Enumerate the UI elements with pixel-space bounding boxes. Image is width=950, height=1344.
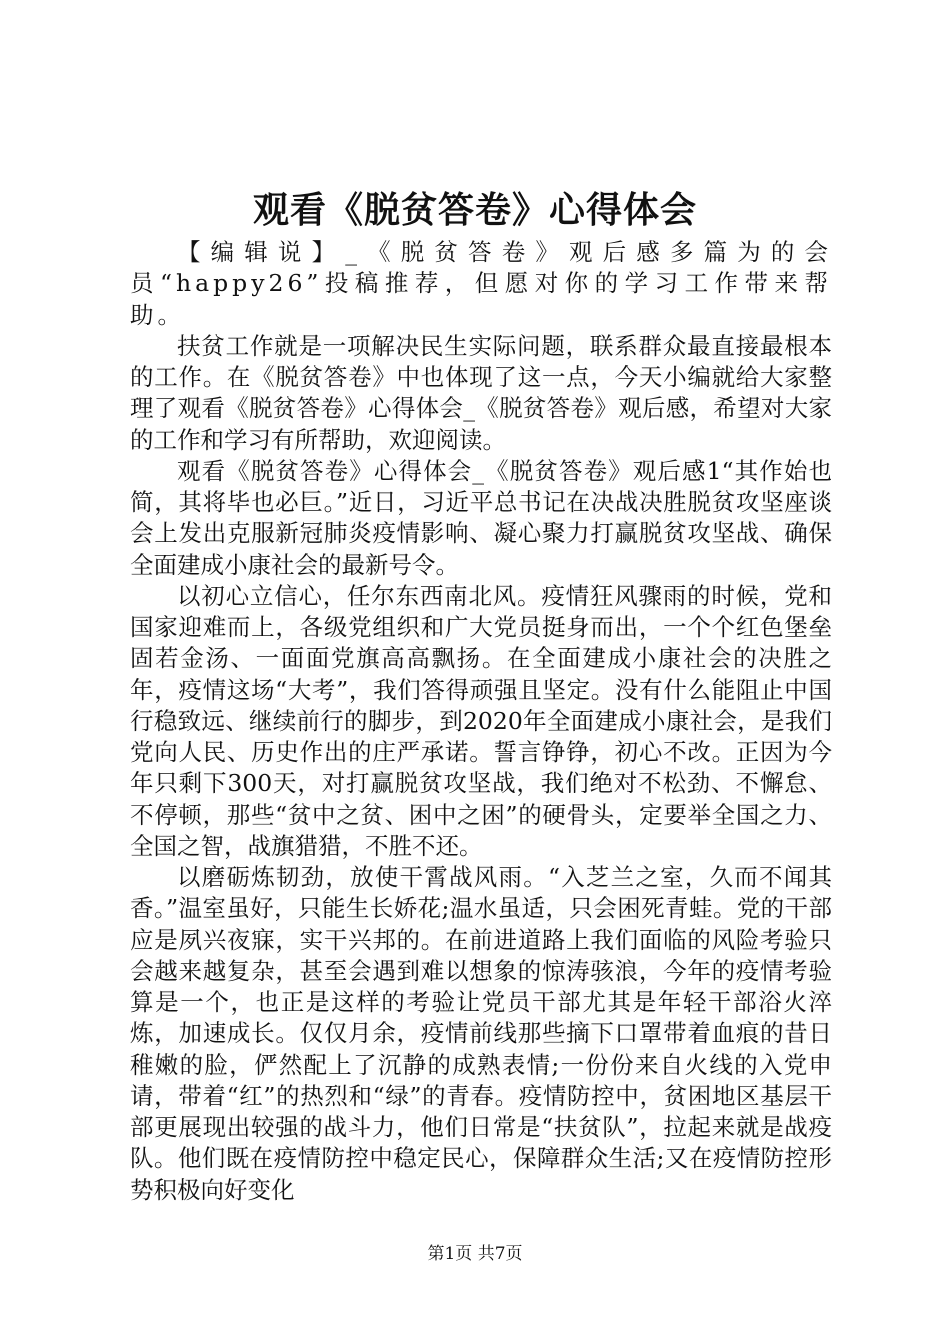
body-paragraph: 以初心立信心，任尔东西南北风。疫情狂风骤雨的时候，党和国家迎难而上，各级党组织和广大党员挺身而出，一个个红色堡垒固若金汤、一面面党旗高高飘扬。在全面建成小康社会的决胜之年，疫情这场“大考”，我们答得顽强且坚定。没有什么能阻止中国行稳致远、继续前行的脚步，到2020年全面建成小康社会，是我们党向人民、历史作出的庄严承诺。誓言铮铮，初心不改。正因为今年只剩下300天，对打赢脱贫攻坚战，我们绝对不松劲、不懈怠、不停顿，那些“贫中之贫、困中之困”的硬骨头，定要举全国之力、全国之智，战旗猎猎，不胜不还。 xyxy=(130,581,832,860)
editor-note-paragraph: 【编辑说】_《脱贫答卷》观后感多篇为的会员“happy26”投稿推荐，但愿对你的学习工作带来帮助。 xyxy=(130,238,832,329)
page-footer: 第1页 共7页 xyxy=(427,1244,523,1264)
body-paragraph: 以磨砺炼韧劲，放使干霄战风雨。“入芝兰之室，久而不闻其香。”温室虽好，只能生长娇花;温水虽适，只会困死青蛙。党的干部应是夙兴夜寐，实干兴邦的。在前进道路上我们面临的风险考验只会越来越复杂，甚至会遇到难以想象的惊涛骇浪，今年的疫情考验算是一个，也正是这样的考验让党员干部尤其是年轻干部浴火淬炼，加速成长。仅仅月余，疫情前线那些摘下口罩带着血痕的昔日稚嫩的脸，俨然配上了沉静的成熟表情;一份份来自火线的入党申请，带着“红”的热烈和“绿”的青春。疫情防控中，贫困地区基层干部更展现出较强的战斗力，他们日常是“扶贫队”，拉起来就是战疫队。他们既在疫情防控中稳定民心，保障群众生活;又在疫情防控形势积极向好变化 xyxy=(130,863,832,1204)
intro-paragraph: 扶贫工作就是一项解决民生实际问题，联系群众最直接最根本的工作。在《脱贫答卷》中也体现了这一点，今天小编就给大家整理了观看《脱贫答卷》心得体会_《脱贫答卷》观后感，希望对大家的工作和学习有所帮助，欢迎阅读。 xyxy=(130,331,832,454)
document-title: 观看《脱贫答卷》心得体会 xyxy=(252,189,697,231)
body-paragraph: 观看《脱贫答卷》心得体会_《脱贫答卷》观后感1“其作始也简，其将毕也必巨。”近日，习近平总书记在决战决胜脱贫攻坚座谈会上发出克服新冠肺炎疫情影响、凝心聚力打赢脱贫攻坚战、确保全面建成小康社会的最新号令。 xyxy=(130,456,832,579)
document-body xyxy=(130,237,832,1206)
